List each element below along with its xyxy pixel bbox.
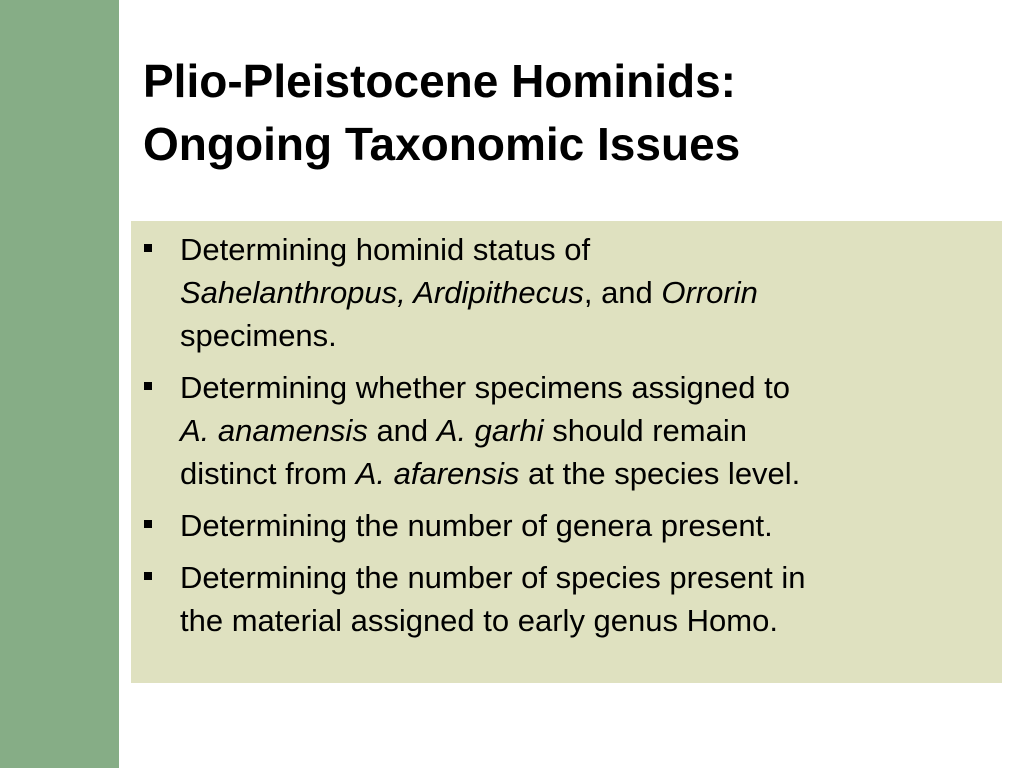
italic-taxon-name: A. afarensis (355, 456, 520, 491)
bullet-text-line (180, 409, 1002, 452)
bullet-item (131, 366, 1002, 495)
text-segment: distinct from (180, 456, 356, 491)
bullet-text-line (180, 314, 1002, 357)
bullet-item (131, 504, 1002, 547)
italic-taxon-name: Sahelanthropus, Ardipithecus (180, 275, 584, 310)
side-accent-bar (0, 0, 119, 768)
bullet-item (131, 228, 1002, 357)
text-segment: and (367, 413, 437, 448)
slide-title-line-1: Plio-Pleistocene Hominids: (143, 55, 736, 107)
bullet-item (131, 556, 1002, 642)
text-segment: should remain (543, 413, 747, 448)
square-bullet-icon (144, 244, 152, 252)
text-segment: , and (583, 275, 662, 310)
text-segment: Determining hominid status of (180, 232, 591, 267)
slide-title-line-2: Ongoing Taxonomic Issues (143, 118, 741, 170)
text-segment: at the species level. (519, 456, 801, 491)
bullet-text-line (180, 599, 1002, 642)
text-segment: Determining the number of species present in (180, 560, 806, 595)
bullet-list (131, 228, 1002, 651)
text-segment: Determining the number of genera present. (180, 508, 773, 543)
text-segment: the material assigned to early genus Homo. (180, 603, 778, 638)
square-bullet-icon (144, 382, 152, 390)
italic-taxon-name: Orrorin (661, 275, 758, 310)
italic-taxon-name: A. garhi (436, 413, 544, 448)
bullet-text-line (180, 228, 1002, 271)
bullet-text-line (180, 271, 1002, 314)
text-segment: specimens. (180, 318, 337, 353)
slide-title (143, 50, 1003, 176)
square-bullet-icon (144, 572, 152, 580)
square-bullet-icon (144, 520, 152, 528)
bullet-text-line (180, 366, 1002, 409)
italic-taxon-name: A. anamensis (180, 413, 368, 448)
bullet-text-line (180, 504, 1002, 547)
bullet-text-line (180, 556, 1002, 599)
bullet-text-line (180, 452, 1002, 495)
text-segment: Determining whether specimens assigned to (180, 370, 790, 405)
content-box (131, 221, 1002, 683)
